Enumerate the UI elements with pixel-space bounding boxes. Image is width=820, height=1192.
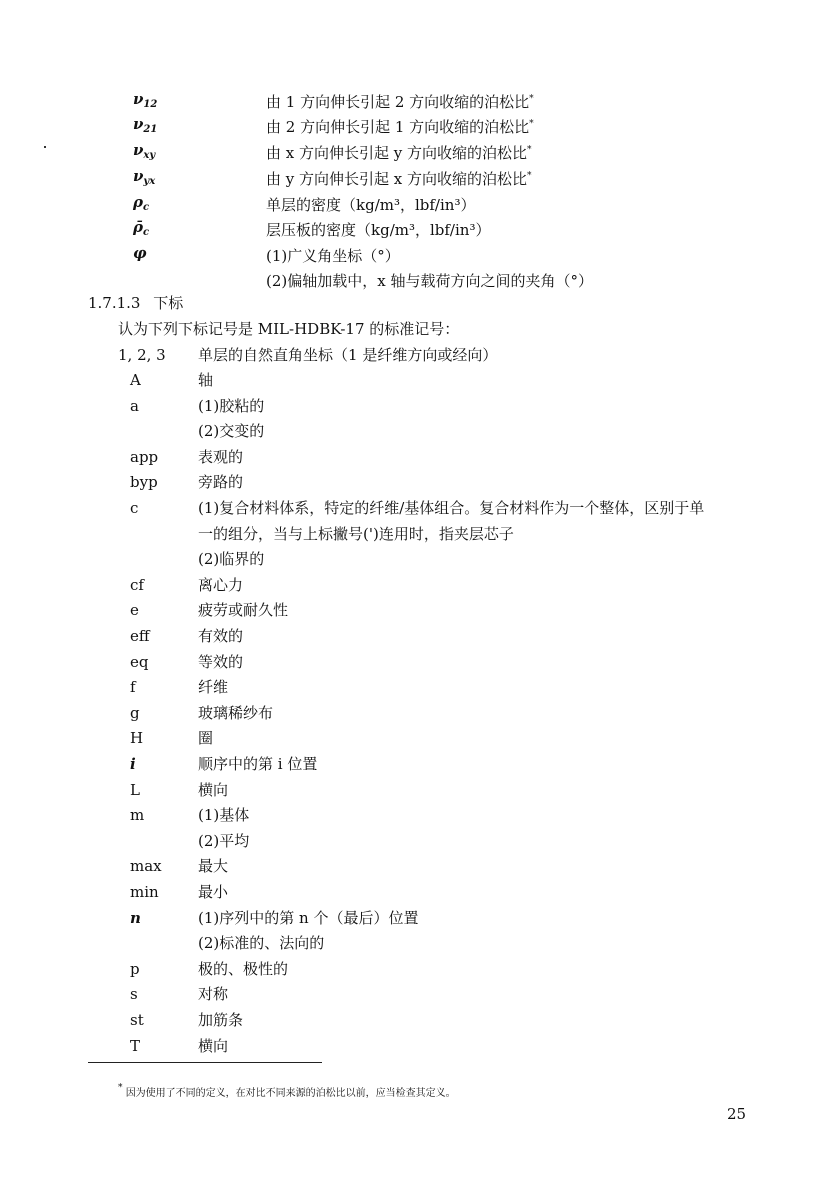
symbol-description (266, 192, 475, 215)
symbol-description (266, 166, 532, 189)
symbol-description-text: 单层的密度（kg/m³，lbf/in³） (266, 196, 476, 214)
subscript-key: A (130, 371, 141, 389)
subscript-key: byp (130, 473, 158, 491)
subscript-desc: 顺序中的第 i 位置 (198, 755, 318, 773)
subscript-key: T (130, 1037, 141, 1055)
subscript-key: f (130, 678, 136, 696)
subscript-desc: (1)基体 (198, 806, 250, 824)
footnote-rule (88, 1062, 322, 1063)
subscript-desc: 旁路的 (198, 473, 244, 491)
footnote-reference: * (527, 171, 532, 181)
subscript-desc: 纤维 (198, 678, 229, 696)
subscript-key: min (130, 883, 159, 901)
subscript-desc: 玻璃稀纱布 (198, 704, 274, 722)
symbol-main: ν (133, 167, 144, 185)
symbol-main: ν (133, 90, 144, 108)
symbol-mark (133, 114, 157, 140)
subscript-key: i (130, 755, 136, 773)
symbol-description (266, 114, 534, 137)
subscript-desc: (2)标准的、法向的 (198, 934, 325, 952)
section-title: 下标 (153, 294, 184, 312)
symbol-description (266, 217, 490, 240)
footnote-mark: * (118, 1083, 123, 1093)
symbol-subscript: 12 (143, 99, 158, 110)
footnote-reference: * (529, 94, 534, 104)
subscript-desc: (1)胶粘的 (198, 397, 265, 415)
symbol-description (266, 89, 534, 112)
subscript-desc: 极的、极性的 (198, 960, 289, 978)
subscript-key: a (130, 397, 139, 415)
subscript-key: n (130, 909, 141, 927)
subscript-desc: 离心力 (198, 576, 244, 594)
symbol-mark (133, 140, 155, 166)
subscript-key: g (130, 704, 140, 722)
subscript-key: m (130, 806, 145, 824)
symbol-description-text: 由 x 方向伸长引起 y 方向收缩的泊松比 (266, 144, 528, 162)
subscript-key: L (130, 781, 140, 799)
subscript-key: 1, 2, 3 (118, 346, 166, 364)
footnote-text: 因为使用了不同的定义，在对比不同来源的泊松比以前，应当检查其定义。 (125, 1088, 456, 1099)
subscript-desc: 单层的自然直角坐标（1 是纤维方向或经向） (198, 346, 498, 364)
subscript-desc: (2)交变的 (198, 422, 265, 440)
symbol-main: ν (133, 115, 144, 133)
symbol-mark (133, 217, 149, 243)
symbol-description-text: 层压板的密度（kg/m³，lbf/in³） (266, 221, 491, 239)
symbol-description-text: 由 y 方向伸长引起 x 方向收缩的泊松比 (266, 170, 528, 188)
symbol-subscript: xy (143, 150, 156, 161)
symbol-mark (133, 243, 147, 269)
footnote-reference: * (527, 145, 532, 155)
symbol-main: ρ̄ (133, 218, 143, 236)
symbol-mark (133, 89, 157, 115)
symbol-description (266, 268, 593, 291)
subscript-key: max (130, 857, 162, 875)
subscript-desc: 一的组分，当与上标撇号(')连用时，指夹层芯子 (198, 525, 514, 543)
symbol-main: ρ (133, 193, 143, 211)
section-number: 1.7.1.3 (88, 294, 141, 312)
footnote (118, 1081, 456, 1101)
subscript-desc: 加筋条 (198, 1011, 244, 1029)
subscript-key: cf (130, 576, 144, 594)
subscript-desc: 圈 (198, 729, 214, 747)
subscript-key: eff (130, 627, 150, 645)
subscript-key: s (130, 985, 138, 1003)
subscript-desc: (1)复合材料体系，特定的纤维/基体组合。复合材料作为一个整体，区别于单 (198, 499, 705, 517)
symbol-description (266, 243, 400, 266)
page-number: 25 (727, 1105, 747, 1123)
symbol-subscript: yx (143, 176, 156, 187)
symbol-subscript: c (142, 227, 150, 238)
symbol-description-text: (2)偏轴加载中，x 轴与载荷方向之间的夹角（°） (266, 272, 593, 290)
subscript-key: c (130, 499, 139, 517)
subscript-desc: 表观的 (198, 448, 244, 466)
symbol-subscript: 21 (143, 124, 158, 135)
subscript-key: st (130, 1011, 144, 1029)
subscript-key: e (130, 601, 139, 619)
symbol-description-text: 由 1 方向伸长引起 2 方向收缩的泊松比 (266, 93, 530, 111)
subscript-key: eq (130, 653, 149, 671)
subscript-key: app (130, 448, 159, 466)
symbol-mark (133, 192, 149, 218)
subscript-key: H (130, 729, 144, 747)
subscript-desc: 有效的 (198, 627, 244, 645)
subscript-desc: 疲劳或耐久性 (198, 601, 289, 619)
symbol-main: φ (133, 244, 147, 262)
subscript-desc: 最大 (198, 857, 229, 875)
section-heading (88, 293, 183, 313)
subscript-desc: (1)序列中的第 n 个（最后）位置 (198, 909, 419, 927)
section-intro: 认为下列下标记号是 MIL-HDBK-17 的标准记号： (118, 320, 460, 338)
subscript-desc: 横向 (198, 1037, 229, 1055)
symbol-mark (133, 166, 155, 192)
symbol-subscript: c (142, 202, 150, 213)
subscript-key: p (130, 960, 140, 978)
subscript-desc: 横向 (198, 781, 229, 799)
symbol-description-text: (1)广义角坐标（°） (266, 247, 400, 265)
subscript-desc: 轴 (198, 371, 214, 389)
subscript-desc: 对称 (198, 985, 229, 1003)
footnote-reference: * (529, 119, 534, 129)
subscript-desc: (2)临界的 (198, 550, 265, 568)
subscript-desc: (2)平均 (198, 832, 250, 850)
symbol-description-text: 由 2 方向伸长引起 1 方向收缩的泊松比 (266, 118, 530, 136)
symbol-description (266, 140, 532, 163)
subscript-desc: 最小 (198, 883, 229, 901)
scan-speck (44, 146, 46, 148)
subscript-desc: 等效的 (198, 653, 244, 671)
symbol-main: ν (133, 141, 144, 159)
